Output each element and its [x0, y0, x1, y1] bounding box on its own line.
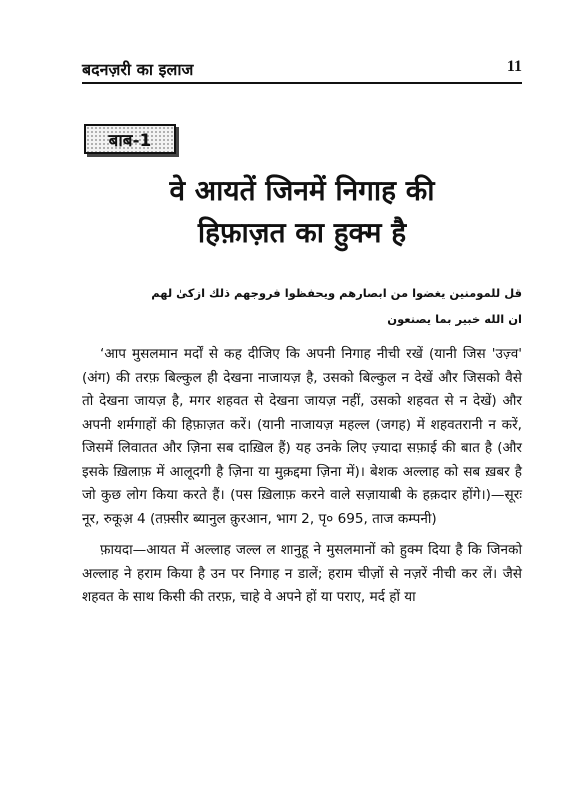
commentary-paragraph: फ़ायदा—आयत में अल्लाह जल्ल ल शानुहू ने मुसलमानों को हुक्म दिया है कि जिनको अल्लाह ने हराम किया है उन पर निगाह न डालें; हराम चीज़ों से नज़रें नीची कर लें। जैसे शहवत के साथ किसी की तरफ़, चाहे वे अपने हों या पराए, मर्द हों या — [82, 542, 522, 605]
verse-line-1: قل للمومنين يغضوا من ابصارهم ويحفظوا فروجهم ذلك ازكیٰ لهم — [151, 286, 522, 300]
translation-paragraph: ‘आप मुसलमान मर्दों से कह दीजिए कि अपनी निगाह नीची रखें (यानी जिस 'उज़्व' (अंग) की तरफ़ बिल्कुल ही देखना नाजायज़ है, उसको बिल्कुल न देखें और जिसको वैसे तो देखना जायज़ है, मगर शहवत से देखना जायज़ नहीं, उसको शहवत से न देखें) और अपनी शर्मगाहों की हिफ़ाज़त करें। (यानी नाजायज़ महल्ल (जगह) में शहवतरानी न करें, जिसमें लिवातत और ज़िना सब दाख़िल हैं) यह उनके लिए ज़्यादा सफ़ाई की बात है (और इसके ख़िलाफ़ में आलूदगी है ज़िना या मुक़द्दमा ज़िना में)। बेशक अल्लाह को सब ख़बर है जो कुछ लोग किया करते हैं। (पस ख़िलाफ़ करने वाले सज़ायाबी के हक़दार होंगे।)—सूरः नूर, रुकूअ़ 4 (तफ़्सीर ब्यानुल क़ुरआन, भाग 2, पृ० 695, ताज कम्पनी) — [82, 346, 522, 527]
chapter-title-line-1: वे आयतें जिनमें निगाह की — [169, 174, 435, 207]
chapter-title — [82, 170, 522, 254]
page-number: 11 — [506, 58, 522, 75]
chapter-title-line-2: हिफ़ाज़त का हुक्म है — [197, 216, 407, 249]
running-header — [82, 58, 522, 84]
chapter-label: बाब-1 — [108, 130, 152, 151]
body-text — [82, 343, 522, 610]
verse-line-2: ان الله خبير بما يصنعون — [387, 312, 522, 326]
quran-verse — [82, 280, 522, 332]
chapter-box — [84, 124, 176, 154]
book-title: बदनज़री का इलाज — [82, 60, 194, 79]
